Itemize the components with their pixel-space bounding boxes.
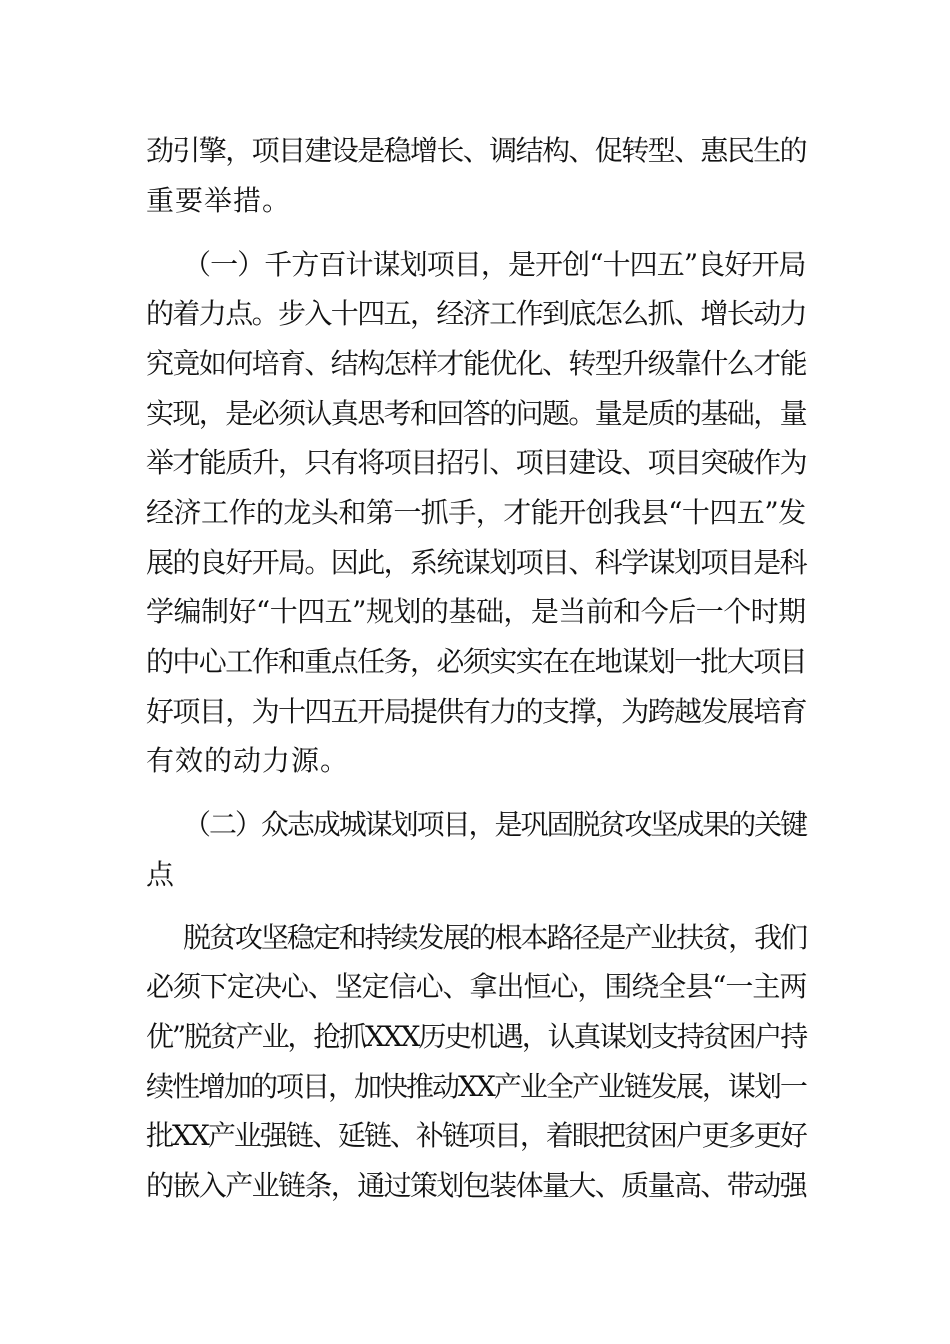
text-line: 优”脱贫产业，抢抓XXX历史机遇，认真谋划支持贫困户持 <box>146 1020 807 1053</box>
text-line: 举才能质升，只有将项目招引、项目建设、项目突破作为 <box>146 446 807 479</box>
text-line: 续性增加的项目，加快推动XX产业全产业链发展，谋划一 <box>146 1070 806 1103</box>
text-line: 重要举措。 <box>146 184 292 217</box>
text-line: 实现，是必须认真思考和回答的问题。量是质的基础，量 <box>146 397 807 430</box>
text-line: 点 <box>146 858 176 891</box>
text-line: 的嵌入产业链条，通过策划包装体量大、质量高、带动强 <box>146 1169 807 1202</box>
text-line: 脱贫攻坚稳定和持续发展的根本路径是产业扶贫，我们 <box>183 921 807 954</box>
text-line: 的着力点。步入十四五，经济工作到底怎么抓、增长动力 <box>146 297 807 330</box>
text-line: 劲引擎，项目建设是稳增长、调结构、促转型、惠民生的 <box>146 134 807 167</box>
text-line: 的中心工作和重点任务，必须实实在在地谋划一批大项目 <box>146 645 807 678</box>
paragraph-heading: （二）众志成城谋划项目，是巩固脱贫攻坚成果的关键 <box>183 808 807 841</box>
text-line: 展的良好开局。因此，系统谋划项目、科学谋划项目是科 <box>146 546 807 579</box>
text-line: 好项目，为十四五开局提供有力的支撑，为跨越发展培育 <box>146 695 807 728</box>
text-line: 批XX产业强链、延链、补链项目，着眼把贫困户更多更好 <box>146 1119 806 1152</box>
text-line: 有效的动力源。 <box>146 744 350 777</box>
text-line: 究竟如何培育、结构怎样才能优化、转型升级靠什么才能 <box>146 347 807 380</box>
text-line: 经济工作的龙头和第一抓手，才能开创我县“十四五”发 <box>146 496 806 529</box>
paragraph-heading: （一）千方百计谋划项目，是开创“十四五”良好开局 <box>183 248 806 281</box>
text-line: 学编制好“十四五”规划的基础，是当前和今后一个时期 <box>146 595 806 628</box>
text-line: 必须下定决心、坚定信心、拿出恒心，围绕全县“一主两 <box>146 970 807 1003</box>
